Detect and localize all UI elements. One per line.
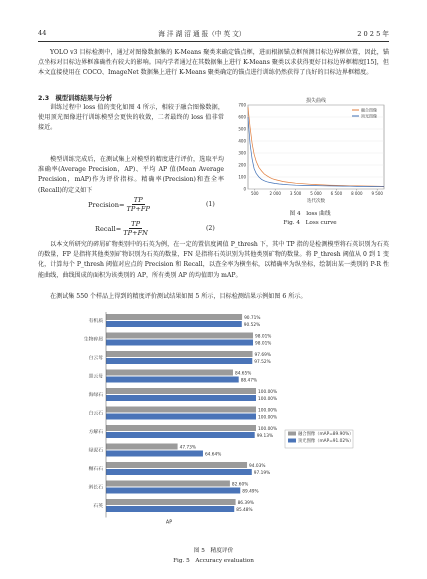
bar-fused: [106, 425, 256, 431]
legend-label: 顶光图像: [361, 113, 377, 119]
bar-value-label: 88.47%: [240, 378, 258, 384]
y-tick-label: 100: [238, 174, 246, 180]
paragraph-anchor: YOLO v3 目标检测中，通过对图像数据集的 K-Means 聚类来确定锚点框，进而根据锚点框预测目标边界框位置，因此，锚点坐标对目标边界框准确性有较大的影响。国内学者通过在其数据集上进行 K-Means 聚类以求获得更好目标边界框精度[15]，但本文直接使用在 COCO、ImageNet 数据集上进行 K-Means 聚类确定的锚点进行训练仍然获得了良好的目标边界框精度。: [38, 49, 389, 77]
bar-value-label: 84.65%: [234, 371, 252, 377]
y-tick-label: 300: [238, 150, 246, 156]
bar-value-label: 97.69%: [254, 353, 271, 358]
equation-lhs: Precision=: [88, 200, 125, 209]
category-label: 石英: [93, 504, 103, 509]
bar-toplight: [106, 340, 253, 346]
category-label: 方解石: [88, 430, 103, 435]
legend-swatch: [288, 439, 296, 443]
bar-value-label: 85.48%: [236, 508, 253, 513]
paragraph-metrics: 模型训练完成后，在测试集上对模型的精度进行评价，选取平均准确率(Average Precision，AP)、平均 AP 值(Mean Average Precision，mAP)作为评价指标。精确率(Precision)和查全率(Recall)的定义如下: [38, 156, 224, 194]
bar-value-label: 100.00%: [258, 427, 278, 432]
bar-value-label: 98.01%: [255, 341, 272, 347]
bar-toplight: [106, 414, 256, 420]
paragraph-ap: 以本文所研究的碎屑矿物类别中的石英为例，在一定的置信度阈值 P_thresh 下，其中 TP 指的是检测模型将石英识别为石英的数量，FP 是指将其他类别矿物识别为石英的数量，FN 是指将石英识别为其他类别矿物的数量。将 P_thresh 阈值从 0 到 1 变化，计算每个 P_thresh 阈值对应点的 Precision 和 Recall，以查全率为横坐标，以精确率为纵坐标，绘制出某一类别的 P-R 性能曲线，曲线围成的面积为该类别的 AP，所有类别 AP 的均值即为 mAP。: [38, 241, 389, 279]
bar-value-label: 86.39%: [237, 501, 254, 506]
bar-toplight: [106, 506, 234, 512]
header-rule: [38, 41, 389, 42]
category-label: 生物碎屑: [83, 337, 103, 343]
bar-value-label: 100.00%: [258, 408, 278, 414]
equation-denominator: TP+FP: [126, 205, 150, 213]
equation-precision: [88, 196, 150, 213]
category-label: 榍石石: [88, 467, 103, 472]
equation-lhs: Recall=: [95, 224, 122, 233]
section-heading: 2.3 模型训练结果与分析: [38, 95, 113, 102]
bar-toplight: [106, 321, 242, 327]
bar-value-label: 94.03%: [249, 464, 266, 469]
category-label: 白云母: [88, 356, 103, 361]
bar-fused: [106, 388, 256, 394]
category-label: 黑云母: [88, 374, 103, 380]
bar-value-label: 97.19%: [253, 471, 271, 476]
x-tick-label: 8 000: [351, 191, 363, 196]
y-tick-label: 700: [238, 102, 246, 108]
x-tick-label: 500: [250, 191, 259, 196]
journal-year: 2 0 2 5 年: [357, 30, 389, 38]
category-label: 斜长石: [88, 485, 103, 491]
fig4-caption-cn: 图 4 loss 曲线: [289, 211, 331, 217]
x-tick-label: 6 500: [330, 191, 343, 196]
equation-number: (2): [206, 225, 215, 232]
x-axis-label: AP: [165, 520, 173, 526]
fig5-caption-cn: 图 5 精度评价: [193, 548, 234, 554]
bar-value-label: 90.52%: [243, 323, 261, 328]
x-tick-label: 5 000: [310, 191, 322, 196]
bar-toplight: [106, 432, 255, 438]
bar-value-label: 82.60%: [231, 482, 249, 488]
bar-toplight: [106, 488, 240, 494]
bar-toplight: [106, 469, 252, 475]
y-tick-label: 500: [238, 126, 246, 132]
bar-fused: [106, 444, 178, 450]
y-tick-label: 600: [238, 114, 246, 120]
legend-swatch: [288, 432, 296, 436]
bar-fused: [106, 481, 230, 487]
equation-recall: [95, 220, 148, 237]
x-axis-label: 迭代次数: [307, 199, 325, 204]
chart-title: 损失曲线: [305, 98, 327, 104]
y-tick-label: 0: [243, 186, 246, 192]
paragraph-results: 在测试集 550 个样品上得到的精度评价测试结果如图 5 所示，目标检测结果示例如图 6 所示。: [50, 293, 307, 300]
bar-value-label: 97.52%: [254, 360, 271, 365]
bar-toplight: [106, 395, 256, 401]
equation-number: (1): [206, 201, 215, 208]
bar-fused: [106, 333, 253, 339]
category-label: 有机质: [88, 319, 103, 324]
x-tick-label: 2 000: [269, 191, 281, 196]
bar-fused: [106, 499, 236, 505]
bar-toplight: [106, 358, 252, 364]
legend-label: 融合图像（mAP=89.90%）: [298, 432, 354, 438]
legend-label: 顶光图像（mAP=91.02%）: [298, 439, 354, 445]
bar-fused: [106, 351, 253, 357]
bar-value-label: 47.73%: [179, 445, 196, 451]
bar-fused: [106, 314, 242, 320]
running-header: [38, 26, 389, 40]
x-tick-label: 3 500: [289, 191, 302, 196]
y-tick-label: 400: [238, 138, 246, 144]
bar-fused: [106, 462, 247, 468]
bar-value-label: 100.00%: [258, 390, 278, 395]
category-label: 绿泥石: [88, 448, 103, 454]
fig5-caption-en: Fig. 5 Accuracy evaluation: [173, 558, 254, 564]
bar-toplight: [106, 377, 239, 383]
bar-value-label: 89.49%: [242, 489, 259, 495]
bar-value-label: 100.00%: [258, 415, 278, 421]
bar-value-label: 98.01%: [255, 334, 272, 340]
bar-toplight: [106, 451, 203, 457]
bar-value-label: 64.64%: [204, 452, 222, 458]
y-tick-label: 200: [238, 162, 246, 168]
category-label: 海绿石: [88, 393, 103, 398]
x-tick-label: 9 500: [371, 191, 383, 196]
bar-fused: [106, 370, 233, 376]
bar-value-label: 100.00%: [258, 397, 278, 402]
category-label: 白云石: [88, 411, 103, 417]
legend-label: 融合图像: [361, 107, 377, 113]
bar-value-label: 90.71%: [244, 316, 261, 321]
bar-value-label: 99.13%: [256, 434, 274, 439]
fig4-caption-en: Fig. 4 Loss curve: [283, 220, 337, 226]
equation-numerator: TP: [133, 196, 143, 204]
equation-denominator: TP+FN: [123, 229, 148, 237]
bar-fused: [106, 407, 256, 413]
equation-numerator: TP: [131, 220, 141, 228]
loss-curve-chart: [230, 95, 390, 207]
paragraph-loss: 训练过程中 loss 值的变化如图 4 所示，相较于融合图像数据，使用顶光图像进行训练模型会更快的收敛，二者最终的 loss 值非常接近。: [38, 104, 224, 132]
accuracy-bar-chart: [70, 310, 360, 542]
page-number: 44: [38, 29, 47, 37]
journal-name: 海 洋 湖 沼 通 报（中 英 文）: [158, 30, 246, 38]
